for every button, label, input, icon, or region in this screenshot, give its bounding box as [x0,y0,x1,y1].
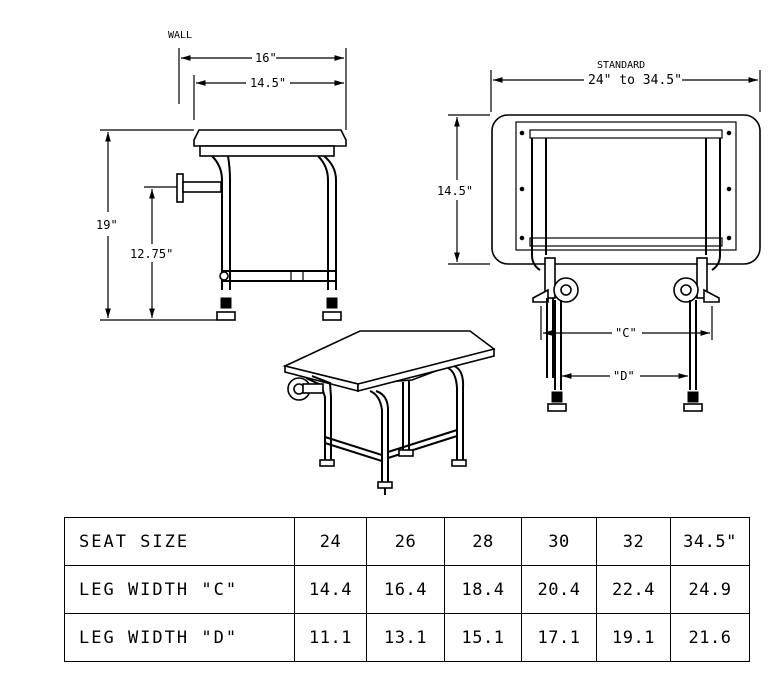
rail-iso [388,430,457,452]
grab-bar-height-label: 12.75" [130,247,174,261]
rear-leg [324,156,336,290]
overall-depth-label: 16" [255,51,277,65]
row-header: LEG WIDTH "D" [65,614,295,662]
front-leg [228,156,230,290]
flange-bolt [561,285,571,295]
foot-pad [533,290,548,302]
table-cell: 32 [597,518,671,566]
flange-bolt [681,285,691,295]
table-cell: 24.9 [671,566,750,614]
table-cell: 20.4 [522,566,597,614]
table-cell: 34.5" [671,518,750,566]
wall-flange [177,174,183,202]
foot-pad [548,404,566,411]
rear-leg [318,156,328,290]
table-cell: 13.1 [367,614,445,662]
foot-pad [684,404,702,411]
leg-d-label: "D" [613,369,635,383]
table-cell: 18.4 [445,566,522,614]
leg-width-table [64,517,750,662]
table-cell: 11.1 [295,614,367,662]
adjustable-foot [688,392,698,402]
table-cell: 16.4 [367,566,445,614]
foot-pad [323,312,341,320]
table-cell: 30 [522,518,597,566]
standard-label: STANDARD [597,60,646,71]
width-range-label: 24" to 34.5" [588,73,682,88]
table-cell: 21.6 [671,614,750,662]
screw [520,131,524,135]
table-cell: 28 [445,518,522,566]
screw [727,236,731,240]
rail-joint [220,272,228,280]
table-cell: 17.1 [522,614,597,662]
foot-iso [378,482,392,488]
foot-iso [320,460,334,466]
wall-bracket-iso [303,384,323,393]
foot-pad [217,312,235,320]
seat-top [194,130,346,146]
adjustable-foot [221,298,231,308]
wall-label: WALL [168,30,193,41]
adjustable-foot [552,392,562,402]
table-cell: 24 [295,518,367,566]
table-cell: 26 [367,518,445,566]
row-header: SEAT SIZE [65,518,295,566]
table-row-leg-width-d [65,614,750,662]
table-row-seat-size [65,518,750,566]
table-cell: 14.4 [295,566,367,614]
screw [727,131,731,135]
frame-leg-iso [370,391,382,482]
foot-iso [452,460,466,466]
isometric-view [285,331,494,495]
depth-label: 14.5" [437,184,474,198]
wall-bracket [183,182,221,192]
foot-iso [399,450,413,456]
screw [727,187,731,191]
frame-leg-iso [448,368,457,460]
front-leg [212,156,222,290]
seat-frame [200,146,334,156]
screw [520,236,524,240]
table-row-leg-width-c [65,566,750,614]
adjustable-foot [327,298,337,308]
seat-depth-label: 14.5" [250,76,287,90]
foot-pad [704,290,719,302]
screw [520,187,524,191]
table-cell: 22.4 [597,566,671,614]
side-view [96,30,346,320]
leg-c-label: "C" [615,326,637,340]
table-cell: 19.1 [597,614,671,662]
row-header: LEG WIDTH "C" [65,566,295,614]
height-label: 19" [96,218,118,232]
table-cell: 15.1 [445,614,522,662]
